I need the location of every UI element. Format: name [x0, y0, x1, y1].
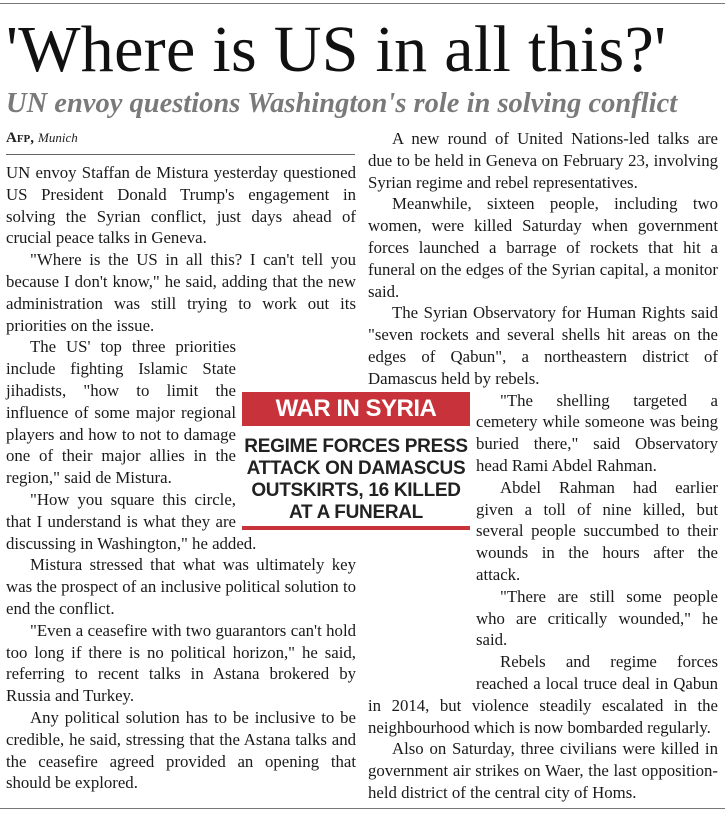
paragraph: Rebels and regime forces reached a local truce deal in Qabun in 2014, but violence steadily escalated in the neighbourhood which is now bombarded regularly.: [368, 652, 718, 737]
paragraph: "There are still some people who are critically wounded," he said.: [476, 586, 718, 650]
bottom-rule: [0, 808, 725, 809]
callout-text: REGIME FORCES PRESS ATTACK ON DAMASCUS OUTSKIRTS, 16 KILLED AT A FUNERAL: [244, 436, 468, 523]
paragraph: A new round of United Nations-led talks are due to be held in Geneva on February 23, involving Syrian regime and rebel representatives.: [368, 129, 718, 192]
byline-rule: [6, 154, 355, 155]
byline-location: Munich: [38, 130, 78, 145]
paragraph: "The shelling targeted a cemetery while someone was being buried there," said Observatory head Rami Abdel Rahman.: [476, 390, 718, 475]
paragraph: Abdel Rahman had earlier given a toll of nine killed, but several people succumbed to their wounds in the hours after the attack.: [476, 477, 718, 584]
byline: [6, 128, 78, 149]
paragraph: The Syrian Observatory for Human Rights said "seven rockets and several shells hit areas on the edges of Qabun", a northeastern district of Damascus held by rebels.: [368, 303, 718, 388]
paragraph: Meanwhile, sixteen people, including two women, were killed Saturday when government forces launched a barrage of rockets that hit a funeral on the edges of the Syrian capital, a monitor said.: [368, 194, 718, 301]
paragraph: The US' top three priorities include fighting Islamic State jihadists, "how to limit the influence of some major regional players and how to not to damage one of their major allies in the region," said de Mistura.: [6, 337, 236, 488]
paragraph: "Even a ceasefire with two guarantors can't hold too long if there is no political horizon," he said, referring to recent talks in Astana brokered by Russia and Turkey.: [6, 620, 356, 706]
paragraph: Any political solution has to be inclusive to be credible, he said, stressing that the Astana talks and the ceasefire agreed provided an opening that should be explored.: [6, 707, 356, 793]
paragraph: Also on Saturday, three civilians were killed in government air strikes on Waer, the last opposition-held district of the central city of Homs.: [368, 739, 718, 802]
headline: 'Where is US in all this?': [6, 13, 667, 86]
pull-quote-callout: [242, 392, 470, 530]
top-rule: [0, 3, 725, 4]
callout-tag: WAR IN SYRIA: [242, 392, 470, 426]
paragraph: "Where is the US in all this? I can't tell you because I don't know," he said, adding that the new administration was still trying to work out its priorities on the issue.: [6, 250, 356, 335]
byline-agency: Afp,: [6, 130, 35, 146]
paragraph: "How you square this circle, that I understand is what they are discussing in Washington," he added.: [6, 489, 257, 553]
subheadline: UN envoy questions Washington's role in solving conflict: [6, 88, 678, 119]
paragraph: UN envoy Staffan de Mistura yesterday questioned US President Donald Trump's engagement in solving the Syrian conflict, just days ahead of crucial peace talks in Geneva.: [6, 163, 356, 248]
paragraph: Mistura stressed that what was ultimately key was the prospect of an inclusive political solution to end the conflict.: [6, 555, 356, 618]
